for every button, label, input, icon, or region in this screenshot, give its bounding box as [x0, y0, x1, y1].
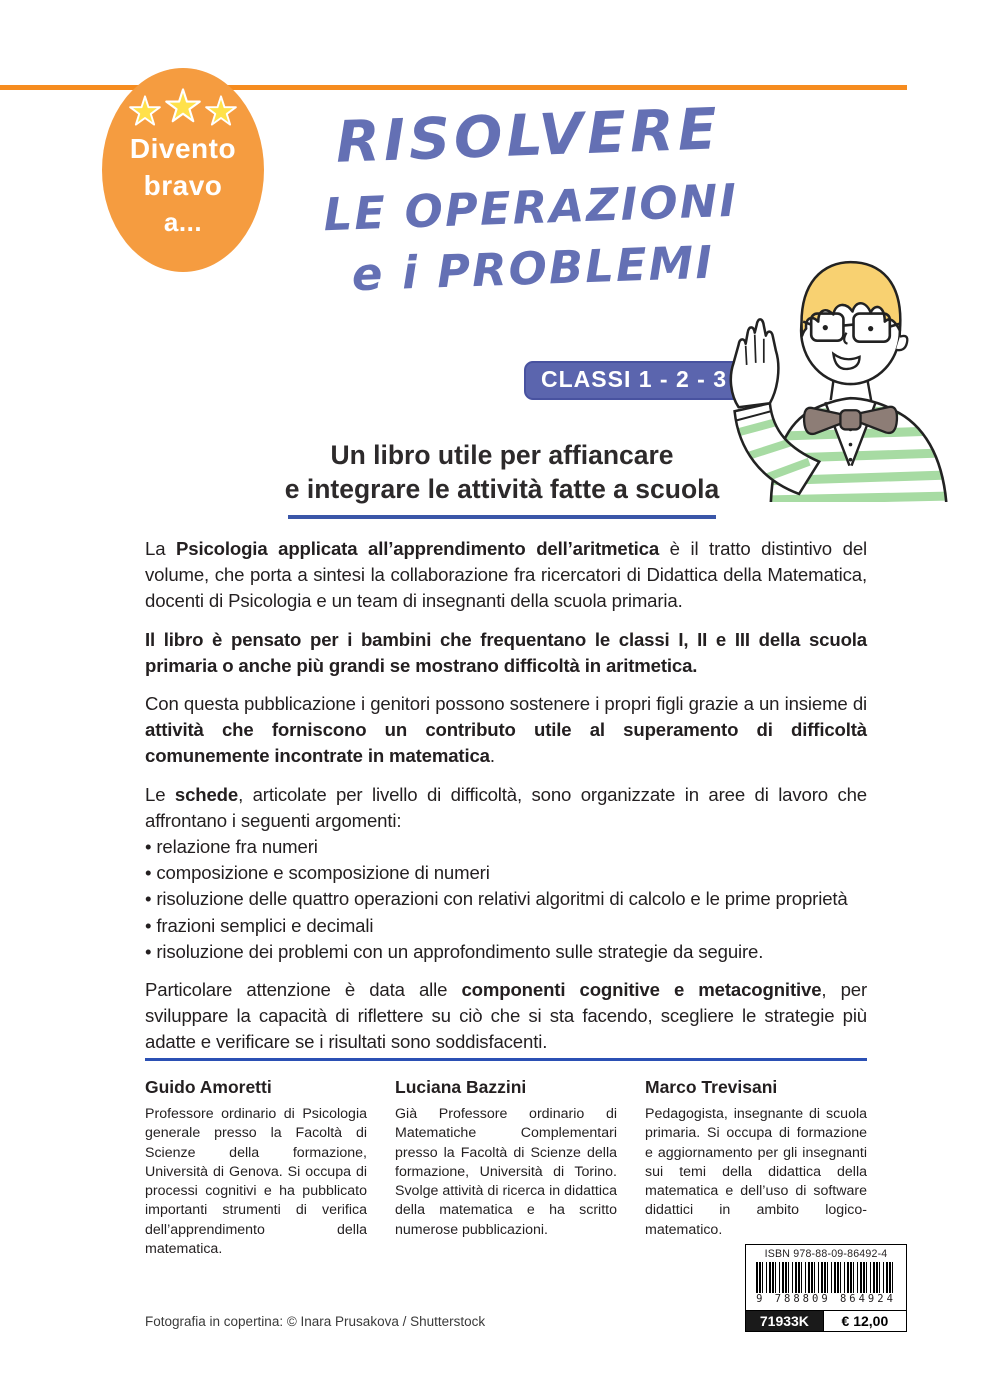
- classes-badge: CLASSI 1 - 2 - 3: [524, 361, 744, 400]
- author-name: Guido Amoretti: [145, 1077, 272, 1097]
- isbn-text: ISBN 978-88-09-86492-4: [764, 1248, 888, 1260]
- subtitle-line-1: Un libro utile per affiancare: [330, 440, 674, 470]
- series-badge: [102, 68, 264, 272]
- photo-credit: Fotografia in copertina: © Inara Prusakova / Shutterstock: [145, 1314, 486, 1329]
- paragraph-5: [145, 977, 867, 1056]
- author-name: Marco Trevisani: [645, 1077, 778, 1097]
- author-card: [645, 1077, 867, 1259]
- subtitle-line-2: e integrare le attività fatte a scuola: [284, 474, 720, 504]
- title-line-1: RISOLVERE: [334, 96, 722, 176]
- boy-head: [801, 262, 907, 384]
- bullet-text: frazioni semplici e decimali: [156, 914, 374, 936]
- list-item: [145, 913, 867, 939]
- book-title: [295, 96, 766, 302]
- list-item: [145, 860, 867, 886]
- authors-grid: [145, 1077, 867, 1259]
- p2-bold: Il libro è pensato per i bambini che frequentano le classi I, II e III della scuola primaria o anche più grandi se mostrano difficoltà in aritmetica.: [145, 628, 867, 676]
- author-card: [145, 1077, 367, 1259]
- bullet-text: relazione fra numeri: [156, 836, 318, 858]
- code-price-row: [746, 1310, 906, 1331]
- p1-post: è il tratto distintivo del volume, che porta a sintesi la collaborazione fra ricercatori di Didattica della Matematica, docenti di Psicologia e un team di insegnanti della scuola primaria.: [145, 538, 867, 612]
- p5-pre: Particolare attenzione è data alle: [145, 979, 462, 1001]
- subtitle-underline: [288, 515, 716, 519]
- p4-bold: schede: [174, 783, 239, 805]
- author-name: Luciana Bazzini: [395, 1077, 527, 1097]
- title-line-3: e i PROBLEMI: [350, 235, 715, 302]
- title-line-2: LE OPERAZIONI: [322, 173, 739, 242]
- barcode-label: [745, 1244, 907, 1332]
- p1-bold: Psicologia applicata all’apprendimento dell’aritmetica: [176, 538, 660, 559]
- paragraph-3: [145, 691, 867, 770]
- p3-pre: Con questa pubblicazione i genitori possono sostenere i propri figli grazie a un insieme di: [145, 693, 867, 715]
- boy-bowtie: [804, 407, 897, 434]
- p5-post: , per sviluppare la capacità di riflettere su ciò che si sta facendo, scegliere le strategie più adatte e verificare se i risultati sono soddisfacenti.: [145, 979, 867, 1053]
- author-bio: Già Professore ordinario di Matematiche Complementari presso la Facoltà di Scienze della formazione, Università di Torino. Svolge attività di ricerca in didattica della matematica e ha scritto numerose pubblicazioni.: [395, 1106, 617, 1238]
- paragraph-2: [145, 627, 867, 679]
- p4-post: , articolate per livello di difficoltà, sono organizzate in aree di lavoro che affrontano i seguenti argomenti:: [145, 783, 867, 831]
- bullet-text: risoluzione dei problemi con un approfondimento sulle strategie da seguire.: [156, 940, 764, 962]
- list-item: [145, 834, 867, 860]
- authors-divider: [145, 1058, 867, 1061]
- series-line-3: a...: [163, 207, 203, 237]
- p3-post: .: [489, 745, 495, 767]
- bullet-text: composizione e scomposizione di numeri: [156, 862, 490, 884]
- p4-pre: Le: [145, 783, 175, 805]
- barcode-digits: 9 788809 864924: [756, 1293, 896, 1305]
- p5-bold: componenti cognitive e metacognitive: [461, 979, 822, 1001]
- p1-pre: La: [145, 538, 177, 559]
- p3-bold: attività che forniscono un contributo utile al superamento di difficoltà comunemente incontrate in matematica: [145, 719, 867, 767]
- series-line-2: bravo: [143, 170, 223, 201]
- description: [145, 536, 867, 1068]
- subtitle: [248, 438, 756, 519]
- paragraph-4: [145, 782, 867, 834]
- bullet-text: risoluzione delle quattro operazioni con relativi algoritmi di calcolo e le prime proprietà: [156, 888, 848, 910]
- authors-section: [145, 1058, 867, 1259]
- list-item: [145, 939, 867, 965]
- paragraph-1: [145, 536, 867, 615]
- product-code: 71933K: [746, 1311, 823, 1331]
- barcode-icon: [756, 1262, 896, 1293]
- topics-list: [145, 834, 867, 965]
- stars-icon: [120, 88, 246, 130]
- series-badge-label: [130, 130, 236, 241]
- list-item: [145, 886, 867, 912]
- series-line-1: Divento: [129, 133, 237, 164]
- author-bio: Pedagogista, insegnante di scuola primaria. Si occupa di formazione e aggiornamento per gli insegnanti sui temi della didattica della matematica e dell’uso di software didattici in ambito logico-matematico.: [645, 1106, 867, 1238]
- price: € 12,00: [823, 1311, 906, 1331]
- boy-hand: [731, 319, 779, 407]
- author-bio: Professore ordinario di Psicologia generale presso la Facoltà di Scienze della formazione, Università di Genova. Si occupa di processi cognitivi e ha pubblicato importanti strumenti di verifica dell’apprendimento della matematica.: [145, 1106, 367, 1258]
- author-card: [395, 1077, 617, 1259]
